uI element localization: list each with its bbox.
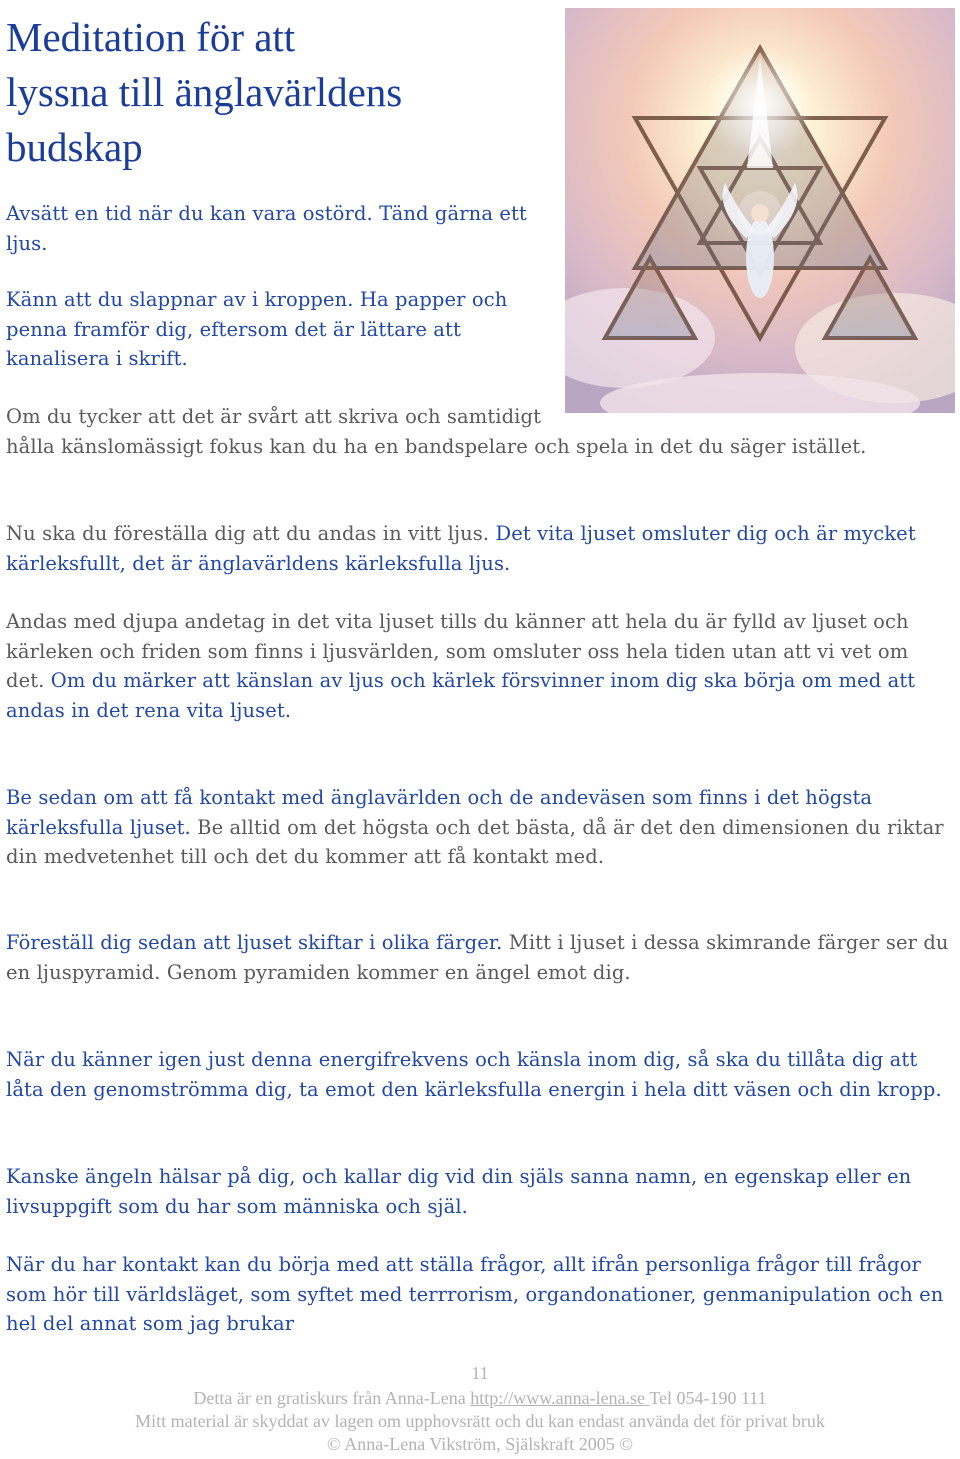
paragraph-1: Avsätt en tid när du kan vara ostörd. Tänd gärna ett ljus. [6, 202, 527, 255]
paragraph-6 [6, 783, 951, 872]
paragraph-5-part-1: Andas med djupa andetag in det vita ljuset tills du känner att hela du är fylld av ljuset och kärleken och friden som finns i ljusvärlden, som omsluter oss hela tiden utan att vi vet om det. [6, 610, 909, 692]
paragraph-10: När du har kontakt kan du börja med att ställa frågor, allt ifrån personliga frågor till frågor som hör till världsläget, som syftet med terrrorism, organdonationer, genmanipulation och en hel del annat som jag brukar [6, 1253, 944, 1335]
title-line-1: Meditation för att [6, 14, 296, 60]
footer-phone: Tel 054-190 111 [649, 1388, 767, 1408]
paragraph-2: Känn att du slappnar av i kroppen. Ha papper och penna framför dig, eftersom det är lättare att kanalisera i skrift. [6, 288, 508, 370]
paragraph-5-part-2: Om du märker att känslan av ljus och kärlek försvinner inom dig ska börja om med att andas in det rena vita ljuset. [6, 669, 916, 722]
paragraph-5 [6, 607, 951, 725]
paragraph-6-part-2: Be alltid om det högsta och det bästa, då är det den dimensionen du riktar din medvetenhet till och det du kommer att få kontakt med. [6, 815, 944, 868]
paragraph-7-part-2: Mitt i ljuset i dessa skimrande färger ser du en ljuspyramid. [6, 931, 949, 984]
angel-star-pyramid-image [565, 8, 955, 413]
website-link[interactable]: http://www.anna-lena.se [470, 1388, 650, 1408]
paragraph-3-text: Om du tycker att det är svårt att skriva och samtidigt hålla känslomässigt fokus kan du ha en bandspelare och spela in det du säger istället. [6, 405, 867, 458]
paragraph-9: Kanske ängeln hälsar på dig, och kallar dig vid din själs sanna namn, en egenskap eller en livsuppgift som du har som människa och själ. [6, 1165, 912, 1218]
paragraph-7 [6, 928, 951, 987]
footer-copyright: © Anna-Lena Vikström, Själskraft 2005 © [327, 1434, 633, 1454]
paragraph-4-part-2: Det vita ljuset omsluter dig och är mycket kärleksfullt, det är änglavärldens kärleksfulla ljus. [6, 522, 916, 575]
page-number: 11 [471, 1363, 489, 1383]
title-line-2: lyssna till änglavärldens [6, 69, 403, 115]
page-title [6, 10, 566, 175]
paragraph-7-part-1: Föreställ dig sedan att ljuset skiftar i olika färger. [6, 931, 503, 954]
paragraph-4-part-1: Nu ska du föreställa dig att du andas in vitt ljus. [6, 522, 490, 545]
paragraph-8: När du känner igen just denna energifrekvens och känsla inom dig, så ska du tillåta dig att låta den genomströmma dig, ta emot den kärleksfulla energin i hela ditt väsen och din kropp. [6, 1048, 942, 1101]
paragraph-7-part-3: Genom pyramiden kommer en ängel emot dig. [160, 960, 631, 984]
footer-line-2: Mitt material är skyddat av lagen om upphovsrätt och du kan endast använda det för privat bruk [135, 1411, 825, 1431]
paragraph-3 [6, 402, 951, 461]
paragraph-4 [6, 519, 951, 578]
paragraph-6-part-1: Be sedan om att få kontakt med änglavärlden och de andeväsen som finns i det högsta kärleksfulla ljuset. [6, 786, 873, 839]
footer-line-1-prefix: Detta är en gratiskurs från Anna-Lena [193, 1388, 471, 1408]
footer-line-1 [0, 1388, 960, 1409]
title-line-3: budskap [6, 124, 143, 170]
